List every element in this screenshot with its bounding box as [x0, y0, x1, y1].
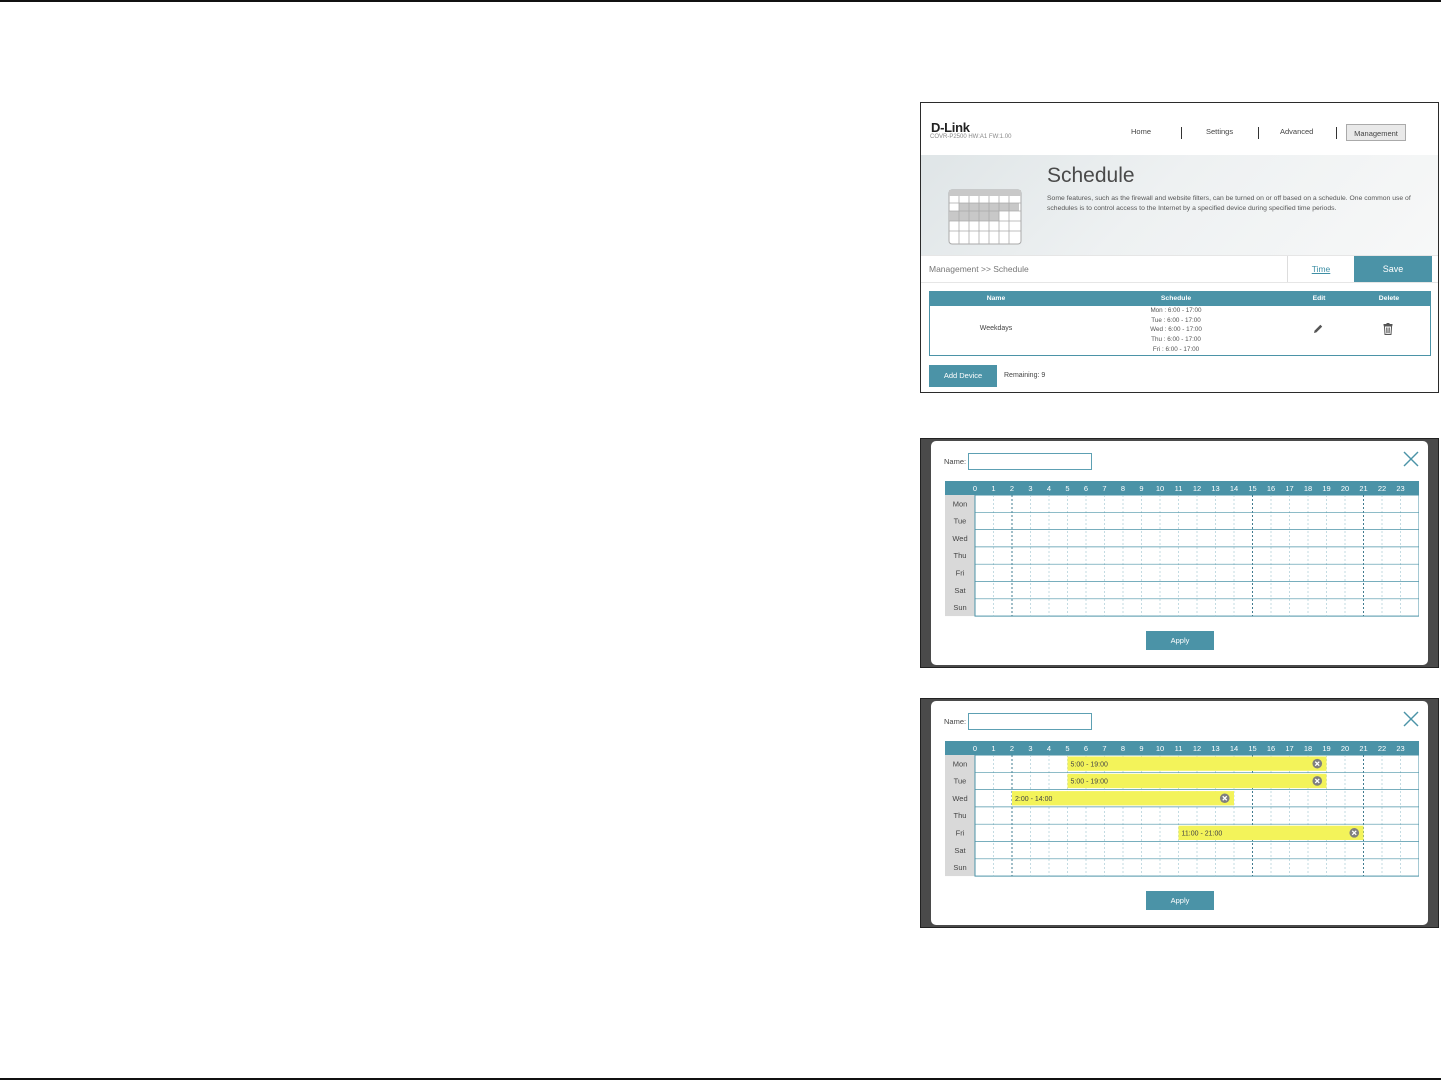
nav-home[interactable]: Home [1131, 127, 1152, 136]
apply-button[interactable]: Apply [1146, 631, 1214, 650]
day-label: Mon [952, 759, 968, 769]
nav-settings[interactable]: Settings [1206, 127, 1234, 136]
nav-advanced[interactable]: Advanced [1280, 127, 1314, 136]
hour-label: 7 [1102, 484, 1107, 493]
name-label: Name: [944, 717, 967, 726]
schedule-editor-dialog [931, 701, 1428, 925]
column-header-edit: Edit [1312, 295, 1326, 302]
hour-label: 8 [1120, 484, 1126, 493]
column-header-delete: Delete [1378, 295, 1400, 302]
hour-label: 11 [1174, 744, 1183, 753]
hour-label: 6 [1083, 744, 1089, 753]
day-label: Fri [955, 568, 965, 578]
schedule-block-label: 5:00 - 19:00 [1070, 778, 1108, 786]
schedule-line: Tue : 6:00 - 17:00 [1151, 316, 1201, 324]
schedule-block-label: 5:00 - 19:00 [1070, 761, 1108, 769]
hour-label: 23 [1396, 484, 1405, 493]
hour-label: 7 [1102, 744, 1107, 753]
hour-label: 1 [991, 484, 996, 493]
close-icon[interactable] [1403, 711, 1419, 727]
hour-label: 23 [1396, 744, 1405, 753]
hour-label: 19 [1322, 744, 1331, 753]
edit-icon[interactable] [1312, 323, 1324, 335]
day-label: Mon [952, 499, 968, 509]
hour-label: 8 [1120, 744, 1126, 753]
nav-separator [1181, 127, 1182, 139]
hour-label: 9 [1139, 484, 1144, 493]
time-link[interactable]: Time [1287, 256, 1354, 282]
hour-label: 14 [1229, 744, 1239, 753]
hour-label: 0 [972, 484, 978, 493]
day-label: Sat [954, 845, 966, 855]
day-label: Thu [953, 811, 967, 821]
hour-label: 15 [1248, 484, 1257, 493]
hour-label: 19 [1322, 484, 1331, 493]
hour-label: 6 [1083, 484, 1089, 493]
schedule-page-screenshot [920, 102, 1439, 393]
page-description: Some features, such as the firewall and website filters, can be turned on or off based on a schedule. One common use of schedules is to control access to the Internet by a specified device during specified time periods. [1047, 195, 1411, 212]
schedule-block-label: 11:00 - 21:00 [1181, 830, 1223, 838]
hour-label: 5 [1065, 484, 1070, 493]
table-header [930, 292, 1430, 306]
schedule-line: Wed : 6:00 - 17:00 [1150, 326, 1202, 334]
schedule-block-label: 2:00 - 14:00 [1015, 795, 1053, 803]
hour-label: 12 [1192, 484, 1202, 493]
schedule-times [1116, 306, 1236, 355]
hour-label: 14 [1229, 484, 1239, 493]
hour-label: 18 [1303, 484, 1313, 493]
hour-label: 16 [1266, 744, 1276, 753]
schedule-editor-empty-screenshot [920, 438, 1439, 668]
column-header-schedule: Schedule [1160, 295, 1192, 302]
hour-label: 20 [1340, 484, 1350, 493]
header [921, 103, 1438, 155]
hour-label: 4 [1046, 744, 1052, 753]
day-label: Thu [953, 551, 967, 561]
page-banner [921, 155, 1438, 255]
bottom-rule [0, 1078, 1441, 1080]
day-label: Wed [952, 533, 968, 543]
hour-label: 22 [1377, 484, 1387, 493]
nav-management[interactable]: Management [1346, 124, 1406, 141]
toolbar [921, 255, 1438, 283]
hour-label: 2 [1009, 484, 1015, 493]
save-button[interactable]: Save [1354, 256, 1432, 282]
hour-label: 17 [1285, 744, 1294, 753]
hour-label: 4 [1046, 484, 1052, 493]
dlink-logo: D-Link [931, 120, 970, 135]
breadcrumb: Management >> Schedule [929, 264, 1029, 274]
trash-icon[interactable] [1383, 323, 1393, 335]
table-row [930, 306, 1430, 355]
name-label: Name: [944, 457, 967, 466]
close-icon[interactable] [1403, 451, 1419, 467]
hour-label: 17 [1285, 484, 1294, 493]
hour-label: 15 [1248, 744, 1257, 753]
apply-button[interactable]: Apply [1146, 891, 1214, 910]
day-label: Tue [953, 516, 967, 526]
schedule-name: Weekdays [979, 325, 1013, 332]
nav-separator [1258, 127, 1259, 139]
hour-label: 22 [1377, 744, 1387, 753]
hour-label: 16 [1266, 484, 1276, 493]
name-input[interactable] [968, 453, 1092, 470]
schedule-line: Thu : 6:00 - 17:00 [1151, 336, 1201, 344]
schedule-line: Fri : 6:00 - 17:00 [1152, 345, 1200, 353]
hour-label: 9 [1139, 744, 1144, 753]
hour-label: 12 [1192, 744, 1202, 753]
schedule-grid[interactable] [945, 741, 1419, 879]
column-header-name: Name [986, 295, 1006, 302]
day-label: Fri [955, 828, 965, 838]
schedule-line: Mon : 6:00 - 17:00 [1150, 307, 1202, 314]
schedule-table [929, 291, 1431, 356]
day-label: Wed [952, 793, 968, 803]
day-label: Sun [953, 603, 967, 613]
hour-label: 20 [1340, 744, 1350, 753]
hour-label: 10 [1155, 484, 1165, 493]
day-label: Sun [953, 863, 967, 873]
nav-separator [1336, 127, 1337, 139]
hour-label: 21 [1359, 744, 1368, 753]
hour-label: 13 [1211, 484, 1220, 493]
hour-label: 1 [991, 744, 996, 753]
hour-label: 21 [1359, 484, 1368, 493]
hour-label: 11 [1174, 484, 1183, 493]
page-title: Schedule [1047, 164, 1135, 187]
hour-label: 3 [1028, 744, 1033, 753]
calendar-icon [948, 189, 1022, 245]
name-input[interactable] [968, 713, 1092, 730]
hour-label: 13 [1211, 744, 1220, 753]
hour-label: 0 [972, 744, 978, 753]
hour-label: 10 [1155, 744, 1165, 753]
remaining-count: Remaining: 9 [1004, 372, 1046, 379]
hour-label: 5 [1065, 744, 1070, 753]
schedule-editor-dialog [931, 441, 1428, 665]
hour-label: 3 [1028, 484, 1033, 493]
top-rule [0, 0, 1441, 2]
hour-label: 2 [1009, 744, 1015, 753]
hour-label: 18 [1303, 744, 1313, 753]
day-label: Sat [954, 585, 966, 595]
add-device-button[interactable]: Add Device [929, 365, 997, 387]
day-label: Tue [953, 776, 967, 786]
model-info: COVR-P2500 HW:A1 FW:1.00 [930, 134, 1012, 140]
schedule-editor-filled-screenshot [920, 698, 1439, 928]
schedule-grid[interactable] [945, 481, 1419, 619]
